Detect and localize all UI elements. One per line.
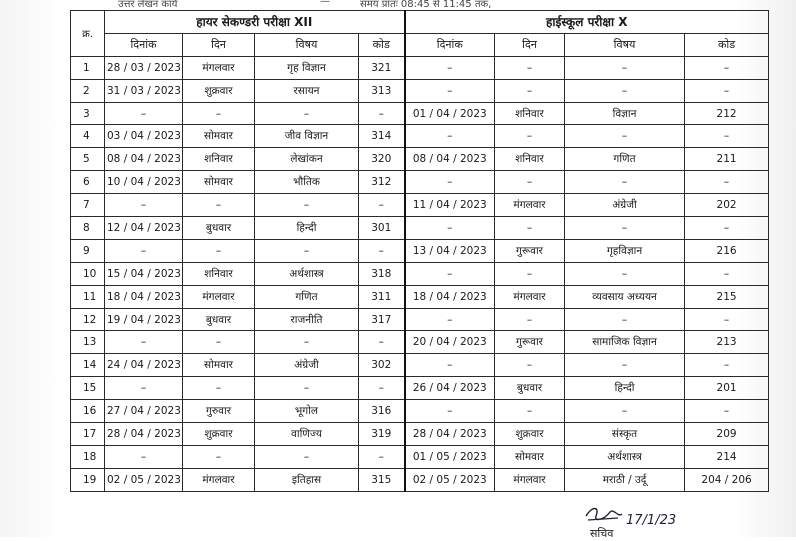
xii-day-cell: – [183,377,255,400]
xii-subject-header: विषय [255,33,359,56]
table-row [71,262,769,285]
x-code-cell: 209 [685,423,769,446]
x-subject-cell: – [565,56,685,79]
x-subject-cell: – [565,79,685,102]
exam-time: समय प्रातः 08:45 से 11:45 तक, [360,0,492,8]
xii-day-cell: – [183,239,255,262]
exam-schedule-table [70,10,769,492]
xii-date-cell: 18 / 04 / 2023 [105,285,183,308]
xii-code-cell: 314 [359,125,405,148]
x-subject-cell: – [565,400,685,423]
xii-subject-cell: लेखांकन [255,148,359,171]
x-day-cell: शनिवार [495,148,565,171]
row-serial: 5 [71,148,105,171]
x-date-cell: – [405,171,495,194]
row-serial: 17 [71,423,105,446]
xii-code-cell: 320 [359,148,405,171]
xii-code-cell: 311 [359,285,405,308]
x-subject-cell: मराठी / उर्दू [565,468,685,491]
x-code-cell: 202 [685,194,769,217]
xii-date-cell: 02 / 05 / 2023 [105,468,183,491]
table-row [71,445,769,468]
x-subject-cell: हिन्दी [565,377,685,400]
serial-header: क्र. [71,11,105,57]
table-row [71,102,769,125]
row-serial: 1 [71,56,105,79]
xii-date-cell: – [105,194,183,217]
table-row [71,56,769,79]
table-row [71,125,769,148]
x-date-cell: – [405,79,495,102]
x-date-cell: 20 / 04 / 2023 [405,331,495,354]
x-date-cell: – [405,400,495,423]
x-code-cell: – [685,308,769,331]
xii-code-cell: 317 [359,308,405,331]
row-serial: 19 [71,468,105,491]
x-day-header: दिन [495,33,565,56]
xii-subject-cell: – [255,331,359,354]
row-serial: 13 [71,331,105,354]
x-subject-cell: गृहविज्ञान [565,239,685,262]
table-row [71,217,769,240]
xii-subject-cell: – [255,445,359,468]
x-date-cell: – [405,217,495,240]
x-day-cell: – [495,262,565,285]
xii-subject-cell: भौतिक [255,171,359,194]
xii-code-cell: 301 [359,217,405,240]
x-code-cell: 213 [685,331,769,354]
xii-subject-cell: अंग्रेजी [255,354,359,377]
x-date-cell: – [405,56,495,79]
table-row [71,194,769,217]
xii-date-cell: 27 / 04 / 2023 [105,400,183,423]
xii-date-cell: 08 / 04 / 2023 [105,148,183,171]
x-day-cell: बुधवार [495,377,565,400]
x-subject-cell: व्यवसाय अध्ययन [565,285,685,308]
row-serial: 4 [71,125,105,148]
xii-subject-cell: – [255,194,359,217]
xii-code-cell: 315 [359,468,405,491]
row-serial: 15 [71,377,105,400]
signature-date: 17/1/23 [626,513,677,528]
table-row [71,331,769,354]
xii-day-cell: – [183,445,255,468]
xii-date-cell: – [105,239,183,262]
x-code-cell: – [685,125,769,148]
x-code-cell: 212 [685,102,769,125]
schedule-body [71,56,769,491]
x-day-cell: मंगलवार [495,468,565,491]
table-row [71,285,769,308]
x-code-header: कोड [685,33,769,56]
xii-date-cell: 12 / 04 / 2023 [105,217,183,240]
x-subject-cell: – [565,217,685,240]
xii-subject-cell: राजनीति [255,308,359,331]
top-strip [60,0,760,8]
x-date-cell: – [405,262,495,285]
xii-code-cell: 321 [359,56,405,79]
table-row [71,354,769,377]
x-subject-cell: – [565,308,685,331]
xii-code-cell: 302 [359,354,405,377]
xii-date-cell: – [105,445,183,468]
x-day-cell: गुरूवार [495,239,565,262]
xii-day-cell: गुरुवार [183,400,255,423]
x-code-cell: 215 [685,285,769,308]
xii-subject-cell: – [255,239,359,262]
xii-subject-cell: अर्थशास्त्र [255,262,359,285]
xii-code-cell: 318 [359,262,405,285]
xii-subject-cell: गणित [255,285,359,308]
row-serial: 8 [71,217,105,240]
x-date-cell: 01 / 04 / 2023 [405,102,495,125]
x-date-cell: 13 / 04 / 2023 [405,239,495,262]
row-serial: 7 [71,194,105,217]
xii-date-cell: – [105,377,183,400]
x-day-cell: गुरूवार [495,331,565,354]
x-day-cell: – [495,308,565,331]
xii-subject-cell: गृह विज्ञान [255,56,359,79]
xii-day-cell: मंगलवार [183,468,255,491]
x-code-cell: 201 [685,377,769,400]
row-serial: 6 [71,171,105,194]
x-subject-cell: अंग्रेजी [565,194,685,217]
xii-date-cell: – [105,102,183,125]
xii-date-header: दिनांक [105,33,183,56]
table-row [71,423,769,446]
dash-separator: — [320,0,330,7]
x-subject-cell: – [565,125,685,148]
x-day-cell: सोमवार [495,445,565,468]
xii-code-cell: – [359,377,405,400]
xii-section-title: हायर सेकण्डरी परीक्षा XII [105,11,405,34]
x-day-cell: – [495,354,565,377]
xii-date-cell: 10 / 04 / 2023 [105,171,183,194]
x-code-cell: 216 [685,239,769,262]
x-date-cell: 26 / 04 / 2023 [405,377,495,400]
xii-date-cell: 28 / 04 / 2023 [105,423,183,446]
x-code-cell: 204 / 206 [685,468,769,491]
x-date-cell: 08 / 04 / 2023 [405,148,495,171]
x-day-cell: – [495,125,565,148]
x-subject-cell: – [565,171,685,194]
table-row [71,171,769,194]
xii-day-cell: बुधवार [183,217,255,240]
xii-day-cell: शनिवार [183,148,255,171]
x-code-cell: – [685,217,769,240]
table-row [71,468,769,491]
xii-day-cell: मंगलवार [183,56,255,79]
x-date-header: दिनांक [405,33,495,56]
xii-subject-cell: – [255,102,359,125]
xii-code-header: कोड [359,33,405,56]
table-row [71,79,769,102]
xii-subject-cell: रसायन [255,79,359,102]
xii-day-cell: सोमवार [183,354,255,377]
xii-date-cell: 15 / 04 / 2023 [105,262,183,285]
x-code-cell: – [685,354,769,377]
x-day-cell: – [495,56,565,79]
exam-note: उत्तर लेखन कार्य [118,0,178,8]
x-day-cell: – [495,217,565,240]
xii-day-header: दिन [183,33,255,56]
xii-code-cell: – [359,102,405,125]
xii-date-cell: 31 / 03 / 2023 [105,79,183,102]
x-day-cell: मंगलवार [495,285,565,308]
signature-label: सचिव [590,527,614,540]
x-subject-cell: – [565,262,685,285]
xii-code-cell: – [359,331,405,354]
xii-date-cell: 28 / 03 / 2023 [105,56,183,79]
x-day-cell: शुक्रवार [495,423,565,446]
xii-day-cell: शुक्रवार [183,79,255,102]
x-subject-cell: विज्ञान [565,102,685,125]
x-subject-cell: अर्थशास्त्र [565,445,685,468]
x-section-title: हाईस्कूल परीक्षा X [405,11,769,34]
x-day-cell: – [495,400,565,423]
xii-subject-cell: जीव विज्ञान [255,125,359,148]
x-date-cell: – [405,308,495,331]
xii-code-cell: 319 [359,423,405,446]
xii-subject-cell: इतिहास [255,468,359,491]
column-header-row [71,33,769,56]
xii-code-cell: 312 [359,171,405,194]
xii-code-cell: 316 [359,400,405,423]
x-code-cell: 214 [685,445,769,468]
xii-subject-cell: भूगोल [255,400,359,423]
x-day-cell: – [495,79,565,102]
x-code-cell: – [685,262,769,285]
table-row [71,400,769,423]
x-subject-cell: सामाजिक विज्ञान [565,331,685,354]
xii-date-cell: – [105,331,183,354]
xii-code-cell: 313 [359,79,405,102]
x-date-cell: 01 / 05 / 2023 [405,445,495,468]
xii-day-cell: मंगलवार [183,285,255,308]
x-date-cell: 28 / 04 / 2023 [405,423,495,446]
x-code-cell: – [685,56,769,79]
x-date-cell: 11 / 04 / 2023 [405,194,495,217]
xii-day-cell: – [183,331,255,354]
x-code-cell: – [685,400,769,423]
section-header-row [71,11,769,34]
x-code-cell: 211 [685,148,769,171]
table-row [71,239,769,262]
row-serial: 16 [71,400,105,423]
xii-day-cell: – [183,102,255,125]
xii-code-cell: – [359,445,405,468]
x-subject-cell: – [565,354,685,377]
x-subject-header: विषय [565,33,685,56]
x-day-cell: मंगलवार [495,194,565,217]
table-row [71,308,769,331]
x-date-cell: – [405,354,495,377]
xii-day-cell: शुक्रवार [183,423,255,446]
xii-day-cell: सोमवार [183,171,255,194]
x-code-cell: – [685,79,769,102]
xii-day-cell: सोमवार [183,125,255,148]
xii-date-cell: 19 / 04 / 2023 [105,308,183,331]
xii-date-cell: 24 / 04 / 2023 [105,354,183,377]
xii-subject-cell: – [255,377,359,400]
x-date-cell: – [405,125,495,148]
xii-day-cell: – [183,194,255,217]
xii-code-cell: – [359,194,405,217]
table-row [71,148,769,171]
x-code-cell: – [685,171,769,194]
x-subject-cell: संस्कृत [565,423,685,446]
xii-date-cell: 03 / 04 / 2023 [105,125,183,148]
row-serial: 18 [71,445,105,468]
row-serial: 3 [71,102,105,125]
row-serial: 2 [71,79,105,102]
x-date-cell: 18 / 04 / 2023 [405,285,495,308]
x-subject-cell: गणित [565,148,685,171]
row-serial: 11 [71,285,105,308]
x-day-cell: – [495,171,565,194]
row-serial: 14 [71,354,105,377]
x-day-cell: शनिवार [495,102,565,125]
xii-subject-cell: हिन्दी [255,217,359,240]
row-serial: 12 [71,308,105,331]
row-serial: 9 [71,239,105,262]
x-date-cell: 02 / 05 / 2023 [405,468,495,491]
xii-code-cell: – [359,239,405,262]
xii-day-cell: शनिवार [183,262,255,285]
table-row [71,377,769,400]
row-serial: 10 [71,262,105,285]
xii-day-cell: बुधवार [183,308,255,331]
xii-subject-cell: वाणिज्य [255,423,359,446]
